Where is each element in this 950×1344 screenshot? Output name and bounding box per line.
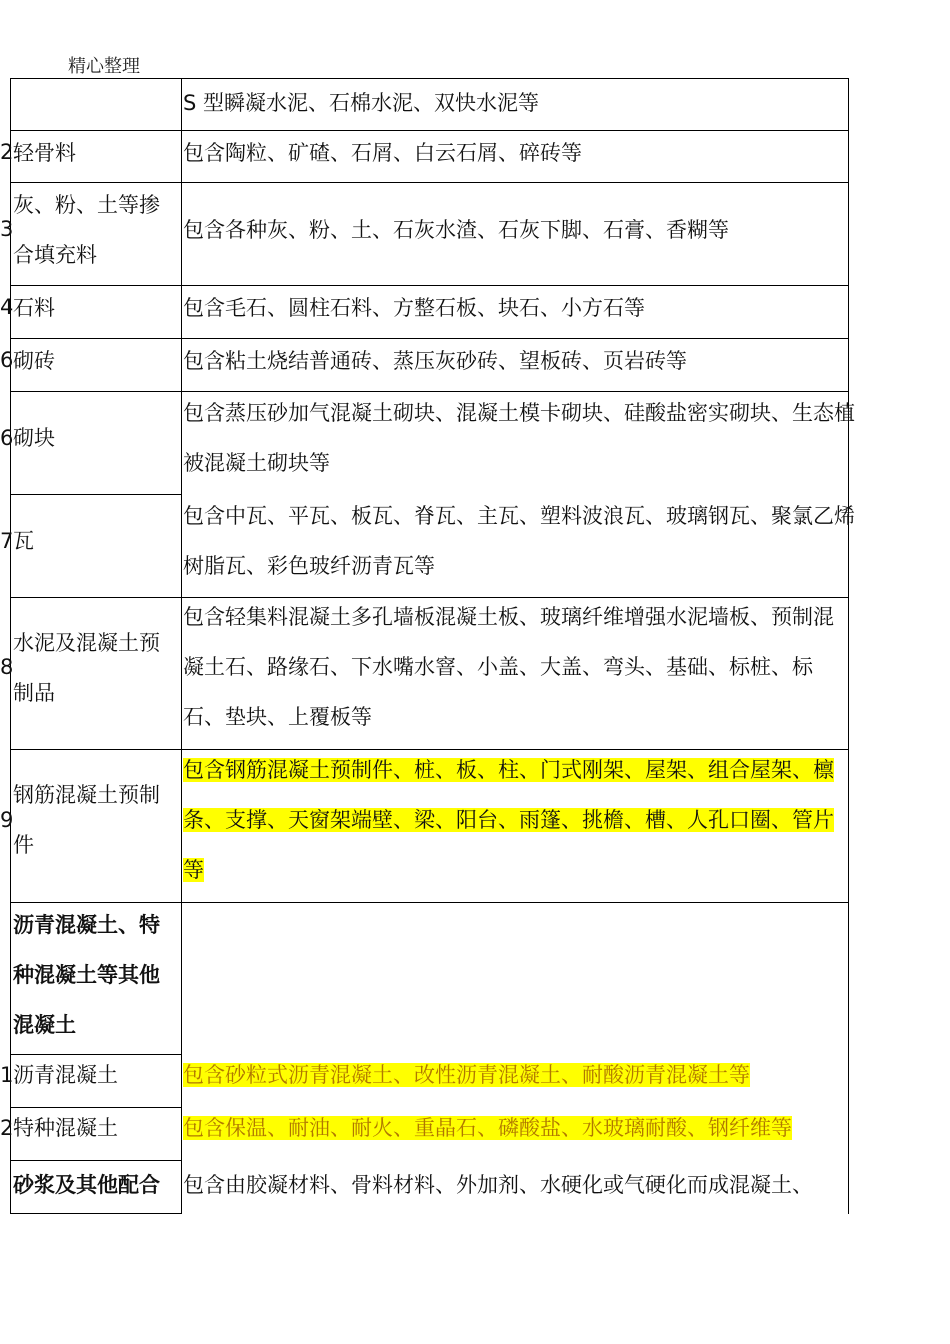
- row-divider: [10, 1213, 182, 1214]
- row-name: 钢筋混凝土预制件: [13, 783, 160, 857]
- row-number: 6: [0, 348, 14, 372]
- row-desc: 包含中瓦、平瓦、板瓦、脊瓦、主瓦、塑料波浪瓦、玻璃钢瓦、聚氯乙烯树脂瓦、彩色玻纤沥青瓦等: [183, 504, 855, 578]
- row-number: 2: [0, 1116, 14, 1140]
- row-number: 4: [0, 295, 14, 319]
- row-divider: [10, 494, 182, 495]
- row-desc: 包含蒸压砂加气混凝土砌块、混凝土模卡砌块、硅酸盐密实砌块、生态植被混凝土砌块等: [183, 401, 855, 475]
- row-desc: 包含轻集料混凝土多孔墙板混凝土板、玻璃纤维增强水泥墙板、预制混凝土石、路缘石、下水嘴水窨、小盖、大盖、弯头、基础、标桩、标石、垫块、上覆板等: [183, 605, 834, 729]
- col-divider-left: [10, 78, 11, 1214]
- row-name: 砌块: [13, 426, 55, 450]
- row-name: 瓦: [13, 529, 34, 553]
- row-desc: 包含粘土烧结普通砖、蒸压灰砂砖、望板砖、页岩砖等: [183, 349, 687, 373]
- row-number: 7: [0, 529, 14, 553]
- row-desc: S 型瞬凝水泥、石棉水泥、双快水泥等: [183, 91, 540, 115]
- row-number: 2: [0, 140, 14, 164]
- row-name: 砌砖: [13, 349, 55, 373]
- row-number: 6: [0, 426, 14, 450]
- col-divider-mid: [181, 78, 182, 1214]
- row-desc-highlighted: 包含砂粒式沥青混凝土、改性沥青混凝土、耐酸沥青混凝土等: [183, 1063, 750, 1087]
- row-number: 1: [0, 1063, 14, 1087]
- row-desc: 包含陶粒、矿碴、石屑、白云石屑、碎砖等: [183, 141, 582, 165]
- row-name-section: 砂浆及其他配合: [13, 1173, 160, 1197]
- row-name: 灰、粉、土等掺合填充料: [13, 193, 160, 267]
- row-desc-highlighted: 包含钢筋混凝土预制件、桩、板、柱、门式刚架、屋架、组合屋架、檩条、支撑、天窗架端壁、梁、阳台、雨篷、挑檐、槽、人孔口圈、管片等: [183, 758, 834, 882]
- row-name: 石料: [13, 296, 55, 320]
- row-name-section: 沥青混凝土、特种混凝土等其他混凝土: [13, 913, 160, 1037]
- row-number: 9: [0, 808, 14, 832]
- table-border-right: [848, 78, 849, 1214]
- row-desc-highlighted: 包含保温、耐油、耐火、重晶石、磷酸盐、水玻璃耐酸、钢纤维等: [183, 1116, 792, 1140]
- row-desc: 包含各种灰、粉、土、石灰水渣、石灰下脚、石膏、香糊等: [183, 218, 729, 242]
- page-header: 精心整理: [68, 56, 140, 77]
- row-number: 3: [0, 217, 14, 241]
- row-name: 水泥及混凝土预制品: [13, 631, 160, 705]
- row-desc: 包含由胶凝材料、骨料材料、外加剂、水硬化或气硬化而成混凝土、: [183, 1173, 813, 1197]
- row-number: 8: [0, 655, 14, 679]
- row-name: 轻骨料: [13, 141, 76, 165]
- row-name: 特种混凝土: [13, 1116, 118, 1140]
- row-name: 沥青混凝土: [13, 1063, 118, 1087]
- row-desc: 包含毛石、圆柱石料、方整石板、块石、小方石等: [183, 296, 645, 320]
